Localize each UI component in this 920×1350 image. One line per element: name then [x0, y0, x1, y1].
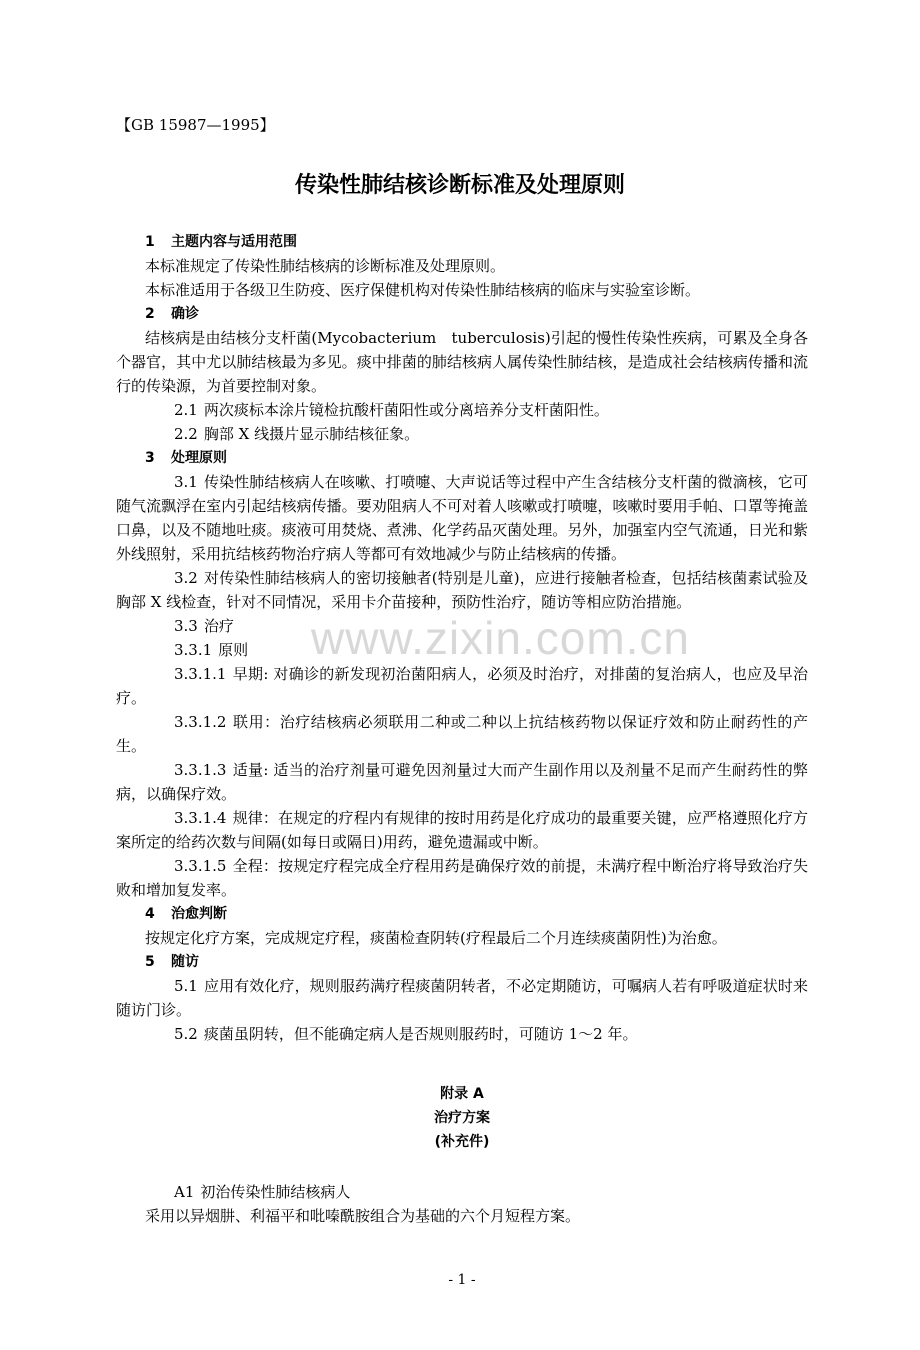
- clause-5-1: [116, 974, 808, 1022]
- appendix-label: 附录 A: [440, 1086, 484, 1102]
- section-number: 2: [145, 306, 155, 322]
- clause-a1: [116, 1180, 808, 1204]
- clause-text: 联用：治疗结核病必须联用二种或二种以上抗结核药物以保证疗效和防止耐药性的产生。: [116, 713, 808, 755]
- paragraph: 本标准规定了传染性肺结核病的诊断标准及处理原则。: [145, 257, 506, 275]
- standard-code: 【GB 15987—1995】: [116, 116, 275, 134]
- clause-text: 全程：按规定疗程完成全疗程用药是确保疗效的前提，未满疗程中断治疗将导致治疗失败和增加复发率。: [116, 857, 808, 899]
- clause-5-2: [116, 1022, 808, 1046]
- clause-3-1: [116, 470, 808, 566]
- clause-number: 5.1: [174, 977, 198, 995]
- section-number: 4: [145, 906, 155, 922]
- clause-number: 3.3.1.1: [174, 665, 227, 683]
- document-title: 传染性肺结核诊断标准及处理原则: [294, 173, 625, 198]
- section-number: 1: [145, 234, 155, 250]
- clause-3-3-1-4: [116, 806, 808, 854]
- section-title: 随访: [171, 954, 199, 970]
- clause-text: 适量: 适当的治疗剂量可避免因剂量过大而产生副作用以及剂量不足而产生耐药性的弊病，以确保疗效。: [116, 761, 808, 803]
- section-heading-1: [116, 230, 808, 254]
- section-heading-2: [116, 302, 808, 326]
- clause-3-3-1-5: [116, 854, 808, 902]
- clause-number: 3.3: [174, 617, 198, 635]
- page-number: - 1 -: [448, 1272, 476, 1288]
- section-title: 治愈判断: [171, 906, 227, 922]
- clause-text: 规律：在规定的疗程内有规律的按时用药是化疗成功的最重要关键，应严格遵照化疗方案所定的给药次数与间隔(如每日或隔日)用药，避免遗漏或中断。: [116, 809, 808, 851]
- appendix-note: (补充件): [434, 1134, 490, 1150]
- clause-2-1: [116, 398, 808, 422]
- section-heading-4: [116, 902, 808, 926]
- document-body: [116, 230, 808, 1350]
- clause-number: 3.3.1: [174, 641, 213, 659]
- clause-number: 3.1: [174, 473, 198, 491]
- clause-number: 3.3.1.2: [174, 713, 227, 731]
- clause-number: 2.1: [174, 401, 198, 419]
- clause-number: 5.2: [174, 1025, 198, 1043]
- clause-number: 3.3.1.3: [174, 761, 227, 779]
- paragraph: 按规定化疗方案，完成规定疗程，痰菌检查阴转(疗程最后二个月连续痰菌阴性)为治愈。: [145, 929, 727, 947]
- clause-3-2: [116, 566, 808, 614]
- paragraph: 本标准适用于各级卫生防疫、医疗保健机构对传染性肺结核病的临床与实验室诊断。: [145, 281, 701, 299]
- section-heading-5: [116, 950, 808, 974]
- clause-text: 胸部 X 线摄片显示肺结核征象。: [203, 425, 420, 443]
- clause-text: 治疗: [203, 617, 234, 635]
- clause-number: 3.3.1.4: [174, 809, 227, 827]
- clause-text: 传染性肺结核病人在咳嗽、打喷嚏、大声说话等过程中产生含结核分支杆菌的微滴核，它可随气流飘浮在室内引起结核病传播。要劝阻病人不可对着人咳嗽或打喷嚏，咳嗽时要用手帕、口罩等掩盖口鼻，以及不随地吐痰。痰液可用焚烧、煮沸、化学药品灭菌处理。另外，加强室内空气流通，日光和紫外线照射，采用抗结核药物治疗病人等都可有效地减少与防止结核病的传播。: [116, 473, 808, 563]
- section-title: 确诊: [171, 306, 199, 322]
- clause-text: 痰菌虽阴转，但不能确定病人是否规则服药时，可随访 1～2 年。: [203, 1025, 638, 1043]
- section-number: 3: [145, 450, 155, 466]
- appendix-heading: [116, 1082, 808, 1154]
- clause-text: 原则: [218, 641, 249, 659]
- appendix-title: 治疗方案: [434, 1110, 490, 1126]
- section-title: 处理原则: [171, 450, 227, 466]
- section-number: 5: [145, 954, 155, 970]
- clause-3-3-1-3: [116, 758, 808, 806]
- section-heading-3: [116, 446, 808, 470]
- paragraph: 结核病是由结核分支杆菌(Mycobacterium tuberculosis)引起的慢性传染性疾病，可累及全身各个器官，其中尤以肺结核最为多见。痰中排菌的肺结核病人属传染性肺结核，是造成社会结核病传播和流行的传染源，为首要控制对象。: [116, 329, 808, 395]
- clause-text: 早期: 对确诊的新发现初治菌阳病人，必须及时治疗，对排菌的复治病人，也应及早治疗。: [116, 665, 808, 707]
- clause-number: 3.3.1.5: [174, 857, 227, 875]
- clause-3-3-1-2: [116, 710, 808, 758]
- section-title: 主题内容与适用范围: [171, 234, 297, 250]
- clause-text: 应用有效化疗，规则服药满疗程痰菌阴转者，不必定期随访，可嘱病人若有呼吸道症状时来随访门诊。: [116, 977, 808, 1019]
- clause-number: A1: [174, 1183, 195, 1201]
- clause-3-3-1-1: [116, 662, 808, 710]
- clause-text: 两次痰标本涂片镜检抗酸杆菌阳性或分离培养分支杆菌阳性。: [203, 401, 609, 419]
- watermark: www.zixin.com.cn: [311, 612, 690, 664]
- clause-text: 对传染性肺结核病人的密切接触者(特别是儿童)，应进行接触者检查，包括结核菌素试验及胸部 X 线检查，针对不同情况，采用卡介苗接种，预防性治疗，随访等相应防治措施。: [116, 569, 808, 611]
- paragraph: 采用以异烟肼、利福平和吡嗪酰胺组合为基础的六个月短程方案。: [145, 1207, 581, 1225]
- clause-2-2: [116, 422, 808, 446]
- clause-text: 初治传染性肺结核病人: [200, 1183, 351, 1201]
- clause-number: 2.2: [174, 425, 198, 443]
- clause-number: 3.2: [174, 569, 198, 587]
